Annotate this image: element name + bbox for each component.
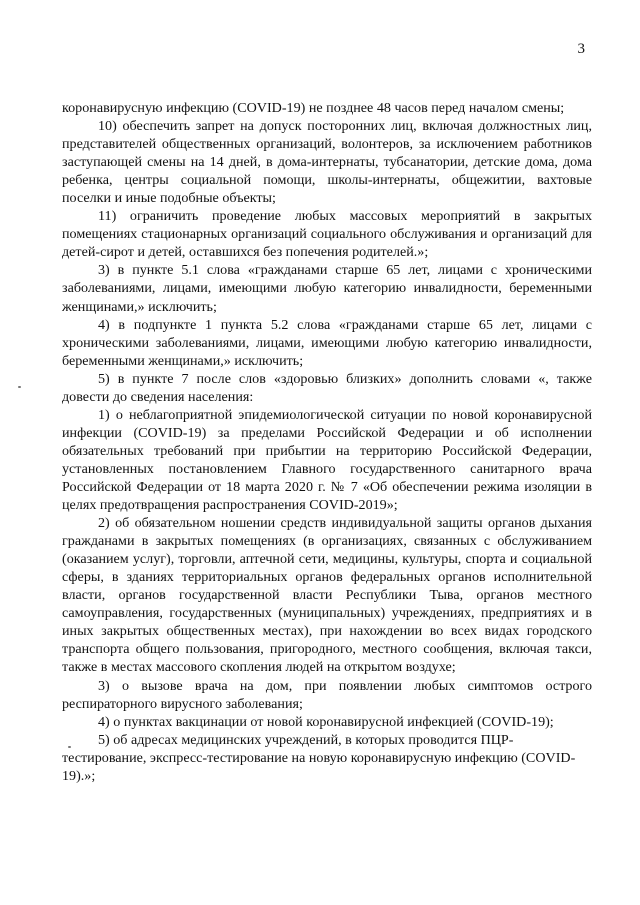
paragraph-subitem-5: 5) об адресах медицинских учреждений, в которых проводится ПЦР-тестирование, экспресс-тестирование на новую коронавирусную инфекцию (COVID-19).»;	[62, 731, 576, 784]
paragraph-point-3: 3) в пункте 5.1 слова «гражданами старше 65 лет, лицами с хроническими заболеваниями, лицами, имеющими любую категорию инвалидности, беременными женщинами,» исключить;	[62, 262, 592, 315]
page-number: 3	[577, 41, 585, 57]
scan-speck	[18, 386, 21, 388]
paragraph-subitem-2: 2) об обязательном ношении средств индивидуальной защиты органов дыхания гражданами в закрытых помещениях (в организациях, связанных с обслуживанием (оказанием услуг), торговли, аптечной сети, медицины, культуры, спорта и социальной сферы, в зданиях территориальных органов федеральных органов исполнительной власти, органов государственной власти Республики Тыва, органов местного самоуправления, государственных (муниципальных) учреждениях, предприятиях и в иных закрытых общественных местах), при нахождении во всех видах городского транспорта общего пользования, пригородного, местного сообщения, включая такси, также в местах массового скопления людей на открытом воздухе;	[62, 515, 592, 676]
paragraph-item-11: 11) ограничить проведение любых массовых мероприятий в закрытых помещениях стационарных организаций социального обслуживания и организаций для детей-сирот и детей, оставшихся без попечения родителей.»;	[62, 208, 592, 261]
paragraph-point-5: 5) в пункте 7 после слов «здоровью близких» дополнить словами «, также довести до сведения населения:	[62, 370, 592, 405]
paragraph-subitem-1: 1) о неблагоприятной эпидемиологической ситуации по новой коронавирусной инфекции (COVID-19) за пределами Российской Федерации и об исполнении обязательных требований при прибытии на территорию Российской Федерации, установленных постановлением Главного государственного санитарного врача Российской Федерации от 18 марта 2020 г. № 7 «Об обеспечении режима изоляции в целях предотвращения распространения COVID-2019»;	[62, 406, 592, 514]
paragraph-point-4: 4) в подпункте 1 пункта 5.2 слова «гражданами старше 65 лет, лицами с хроническими заболеваниями, лицами, имеющими любую категорию инвалидности, беременными женщинами,» исключить;	[62, 316, 592, 369]
paragraph-subitem-4: 4) о пунктах вакцинации от новой коронавирусной инфекцией (COVID-19);	[98, 713, 554, 730]
paragraph-continuation: коронавирусную инфекцию (COVID-19) не позднее 48 часов перед началом смены;	[62, 100, 565, 116]
scan-speck	[68, 746, 71, 748]
paragraph-item-10: 10) обеспечить запрет на допуск посторонних лиц, включая должностных лиц, представителей общественных организаций, волонтеров, за исключением работников заступающей смены на 14 дней, в дома-интернаты, тубсанатории, детские дома, дома ребенка, центры социальной помощи, школы-интернаты, общежитии, вахтовые поселки и иные подобные объекты;	[62, 118, 592, 207]
document-body	[62, 99, 592, 785]
paragraph-subitem-3: 3) о вызове врача на дом, при появлении любых симптомов острого респираторного вирусного заболевания;	[62, 677, 592, 712]
